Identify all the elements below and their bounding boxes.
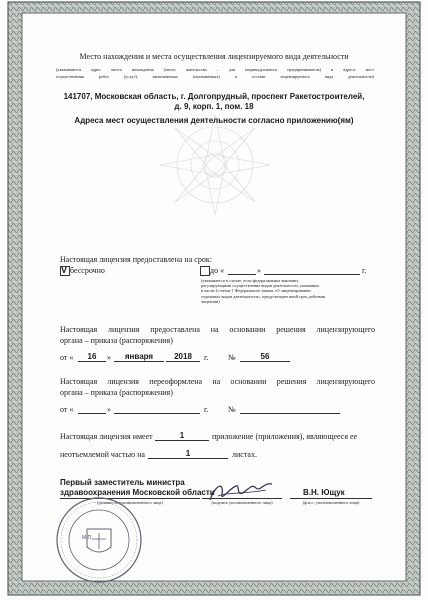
reissue-text-line1: Настоящая лицензия переоформлена на основании решения лицензирующего <box>60 377 375 386</box>
annex-line2-suffix: листах. <box>232 450 257 459</box>
indefinite-checkbox <box>60 266 70 276</box>
signer-name: В.Н. Ющук <box>303 488 345 497</box>
background-rosette <box>150 110 280 220</box>
basis-day-close: » <box>107 353 111 362</box>
term-note-line2: регулирующими осуществление видов деятельности, указанных <box>201 283 320 289</box>
reissue-number-line <box>240 413 340 414</box>
annex-count: 1 <box>179 431 185 440</box>
address-line1: 141707, Московская область, г. Долгопрудный, проспект Ракетостроителей, <box>63 92 365 101</box>
reissue-text-line2: органа – приказа (распоряжения) <box>60 388 173 397</box>
term-note-line3: в части 4 статьи 1 Федерального закона «О лицензировании <box>201 288 311 294</box>
annex-addresses-note: Адреса мест осуществления деятельности согласно приложению(ям) <box>74 116 354 125</box>
until-day-line <box>228 274 256 275</box>
term-note-line4: отдельных видов деятельности», предусмотрен иной срок действия <box>201 293 325 299</box>
basis-year-suffix: г. <box>204 353 209 362</box>
reissue-day-line <box>78 413 106 414</box>
annex-line1-suffix: приложение (приложения), являющееся ее <box>212 432 358 441</box>
until-year-suffix: г. <box>362 266 367 275</box>
basis-from-prefix: от « <box>60 353 74 362</box>
official-seal <box>54 495 144 585</box>
signature-line <box>202 498 282 499</box>
indefinite-label: бессрочно <box>70 266 105 275</box>
seal-initials: М.П. <box>82 535 93 541</box>
basis-month: января <box>124 352 154 361</box>
fixed-term-checkbox <box>200 266 210 276</box>
term-note-line5: лицензии) <box>201 298 220 304</box>
signer-position-line1: Первый заместитель министра <box>60 478 185 487</box>
until-date-line <box>264 274 360 275</box>
basis-text-line2: органа – приказа (распоряжения) <box>60 336 173 345</box>
location-hint-line1: (указываются адрес места нахождения (место жительства – для индивидуального предпринимателя) и адреса мест <box>56 67 374 72</box>
signature-hint: (подпись уполномоченного лица) <box>211 500 273 505</box>
reissue-day-close: » <box>107 405 111 414</box>
basis-text-line1: Настоящая лицензия предоставлена на основании решения лицензирующего <box>60 325 375 334</box>
reissue-date-line <box>114 413 200 414</box>
reissue-year-suffix: г. <box>204 405 209 414</box>
indefinite-check-mark: V <box>61 265 68 275</box>
term-note <box>201 278 381 304</box>
basis-year: 2018 <box>174 352 192 361</box>
name-hint: (ф.и.о. уполномоченного лица) <box>302 500 360 505</box>
term-note-line1: (указывается в случае, если федеральными законами, <box>201 278 299 283</box>
until-prefix: до « <box>210 266 225 275</box>
annex-line1-prefix: Настоящая лицензия имеет <box>60 432 153 441</box>
basis-day: 16 <box>87 352 97 361</box>
reissue-from-prefix: от « <box>60 405 74 414</box>
name-line <box>290 498 372 499</box>
address-line2: д. 9, корп. 1, пом. 18 <box>174 102 254 111</box>
signer-position-line2: здравоохранения Московской области <box>60 488 215 497</box>
location-hint-line2: осуществления работ (услуг), выполняемых (оказываемых) в составе лицензируемого вида деятельности) <box>56 74 374 79</box>
term-label: Настоящая лицензия предоставлена на срок: <box>60 255 212 264</box>
basis-number: 56 <box>260 352 270 361</box>
annex-line2-prefix: неотъемлемой частью на <box>60 450 145 459</box>
until-mid: » <box>257 266 261 275</box>
sheet-count: 1 <box>185 449 191 458</box>
basis-number-label: № <box>228 353 236 362</box>
position-hint: (должность уполномоченного лица) <box>97 500 163 505</box>
location-heading: Место нахождения и места осуществления лицензируемого вида деятельности <box>79 52 349 61</box>
reissue-number-label: № <box>228 405 236 414</box>
